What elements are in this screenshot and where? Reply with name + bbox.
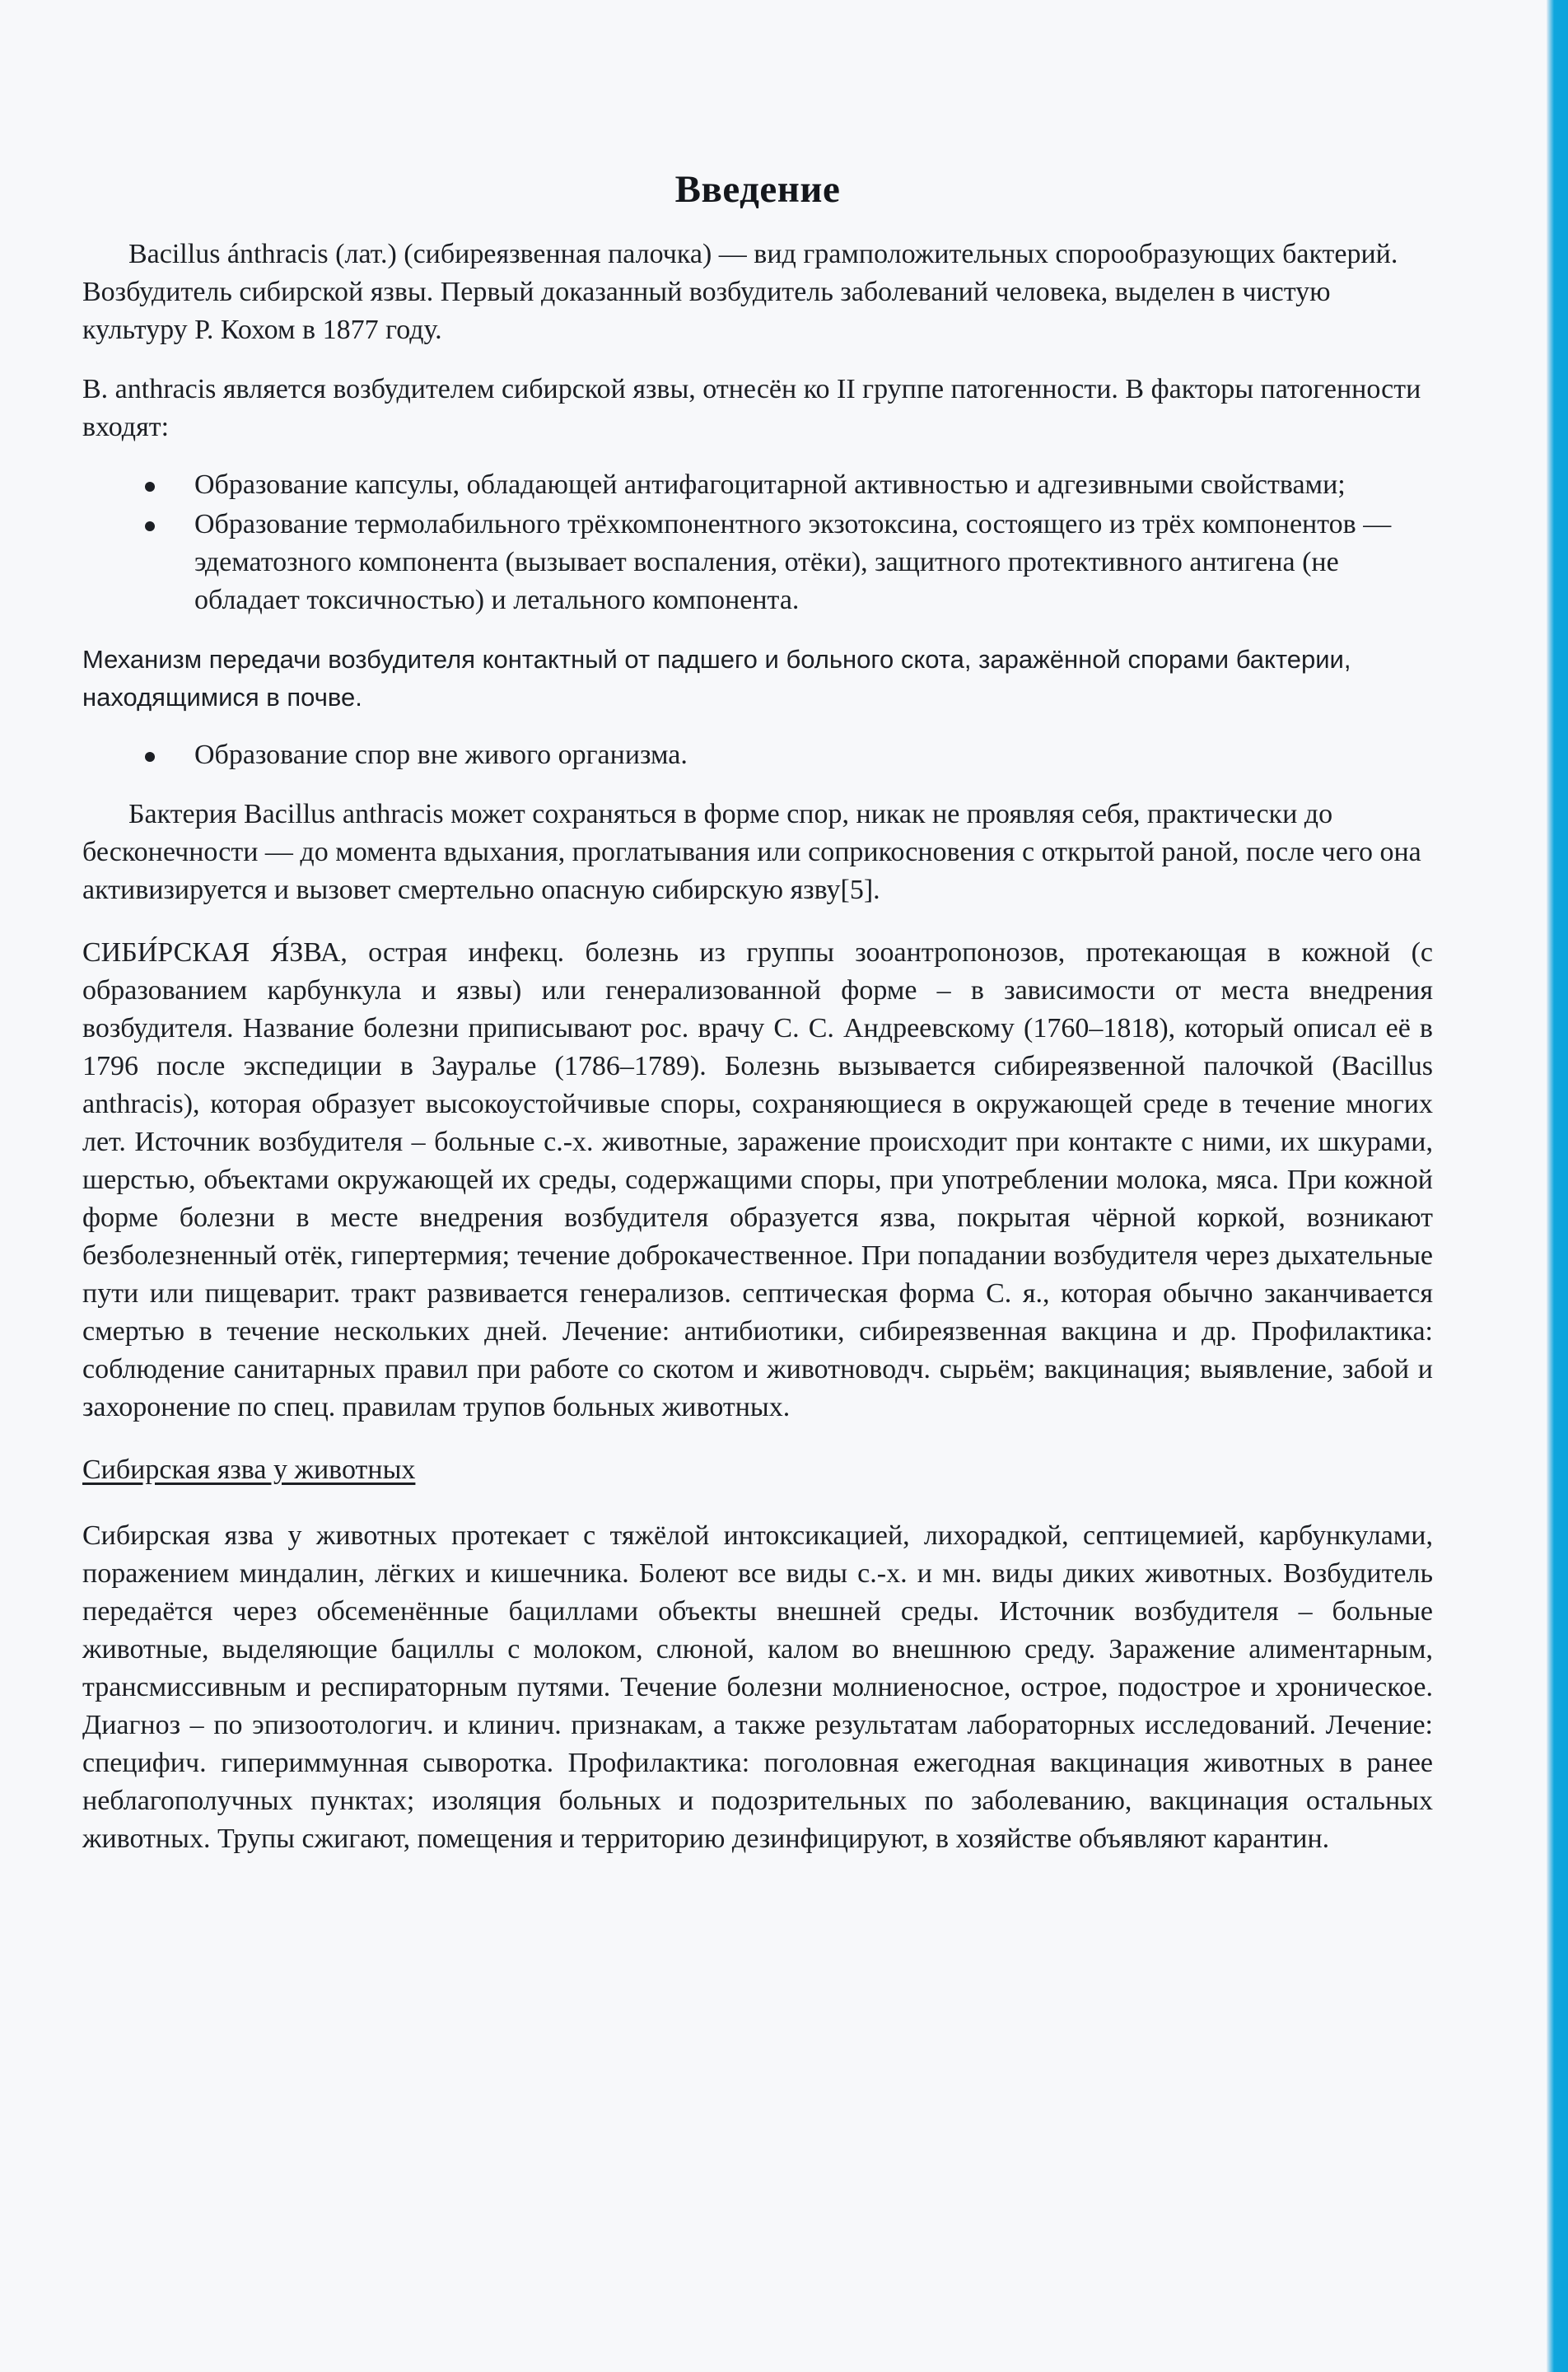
document-page [82,165,1433,1858]
spores-list [82,736,1433,774]
paragraph-intro: Bacillus ánthracis (лат.) (сибиреязвенная палочка) — вид грамположительных спорообразующих бактерий. Возбудитель сибирской язвы. Первый доказанный возбудитель заболеваний человека, выделен в чистую культуру Р. Кохом в 1877 году. [82,239,1398,345]
paragraph-spores: Бактерия Bacillus anthracis может сохраняться в форме спор, никак не проявляя себя, практически до бесконечности — до момента вдыхания, проглатывания или соприкосновения с открытой раной, после чего она активизируется и вызовет смертельно опасную сибирскую язву[5]. [82,799,1421,905]
subheading-text: Сибирская язва у животных [82,1454,416,1485]
list-item [194,506,1433,619]
list-item-text: Образование капсулы, обладающей антифагоцитарной активностью и адгезивными свойствами; [194,469,1346,500]
list-item [194,736,1433,774]
list-item-text: Образование термолабильного трёхкомпонентного экзотоксина, состоящего из трёх компонентов — эдематозного компонента (вызывает воспаления, отёки), защитного протективного антигена (не обладает токсичностью) и летального компонента. [194,509,1392,615]
page-title: Введение [674,168,841,211]
paragraph-encyclopedia: СИБИ́РСКАЯ Я́ЗВА, острая инфекц. болезнь из группы зооантропонозов, протекающая в кожной (с образованием карбункула и язвы) или генерализованной форме – в зависимости от места внедрения возбудителя. Название болезни приписывают рос. врачу С. С. Андреевскому (1760–1818), который описал её в 1796 после экспедиции в Зауралье (1786–1789). Болезнь вызывается сибиреязвенной палочкой (Bacillus anthracis), которая образует высокоустойчивые споры, сохраняющиеся в окружающей среде в течение многих лет. Источник возбудителя – больные с.-х. животные, заражение происходит при контакте с ними, их шкурами, шерстью, объектами окружающей их среды, содержащими споры, при употреблении молока, мяса. При кожной форме болезни в месте внедрения возбудителя образуется язва, покрытая чёрной коркой, возникают безболезненный отёк, гипертермия; течение доброкачественное. При попадании возбудителя через дыхательные пути или пищеварит. тракт развивается генерализов. септическая форма С. я., которая обычно заканчивается смертью в течение нескольких дней. Лечение: антибиотики, сибиреязвенная вакцина и др. Профилактика: соблюдение санитарных правил при работе со скотом и животноводч. сырьём; вакцинация; выявление, забой и захоронение по спец. правилам трупов больных животных. [82,937,1433,1422]
paragraph-pathogenicity: B. anthracis является возбудителем сибирской язвы, отнесён ко II группе патогенности. В факторы патогенности входят: [82,374,1421,442]
bullet-icon [145,752,155,762]
paragraph-transmission: Механизм передачи возбудителя контактный от падшего и больного скота, заражённой спорами бактерии, находящимися в почве. [82,645,1351,712]
list-item [194,466,1433,504]
subheading-animals [82,1451,1433,1489]
paragraph-animals: Сибирская язва у животных протекает с тяжёлой интоксикацией, лихорадкой, септицемией, карбункулами, поражением миндалин, лёгких и кишечника. Болеют все виды с.-х. и мн. виды диких животных. Возбудитель передаётся через обсеменённые бациллами объекты внешней среды. Источник возбудителя – больные животные, выделяющие бациллы с молоком, слюной, калом во внешнюю среду. Заражение алиментарным, трансмиссивным и респираторным путями. Течение болезни молниеносное, острое, подострое и хроническое. Диагноз – по эпизоотологич. и клинич. признакам, а также результатам лабораторных исследований. Лечение: специфич. гипериммунная сыворотка. Профилактика: поголовная ежегодная вакцинация животных в ранее неблагополучных пунктах; изоляция больных и подозрительных по заболеванию, вакцинация остальных животных. Трупы сжигают, помещения и территорию дезинфицируют, в хозяйстве объявляют карантин. [82,1520,1433,1854]
blue-page-edge [1547,0,1568,2372]
bullet-icon [145,482,155,492]
bullet-icon [145,521,155,531]
pathogenicity-factors-list [82,466,1433,619]
list-item-text: Образование спор вне живого организма. [194,740,688,770]
